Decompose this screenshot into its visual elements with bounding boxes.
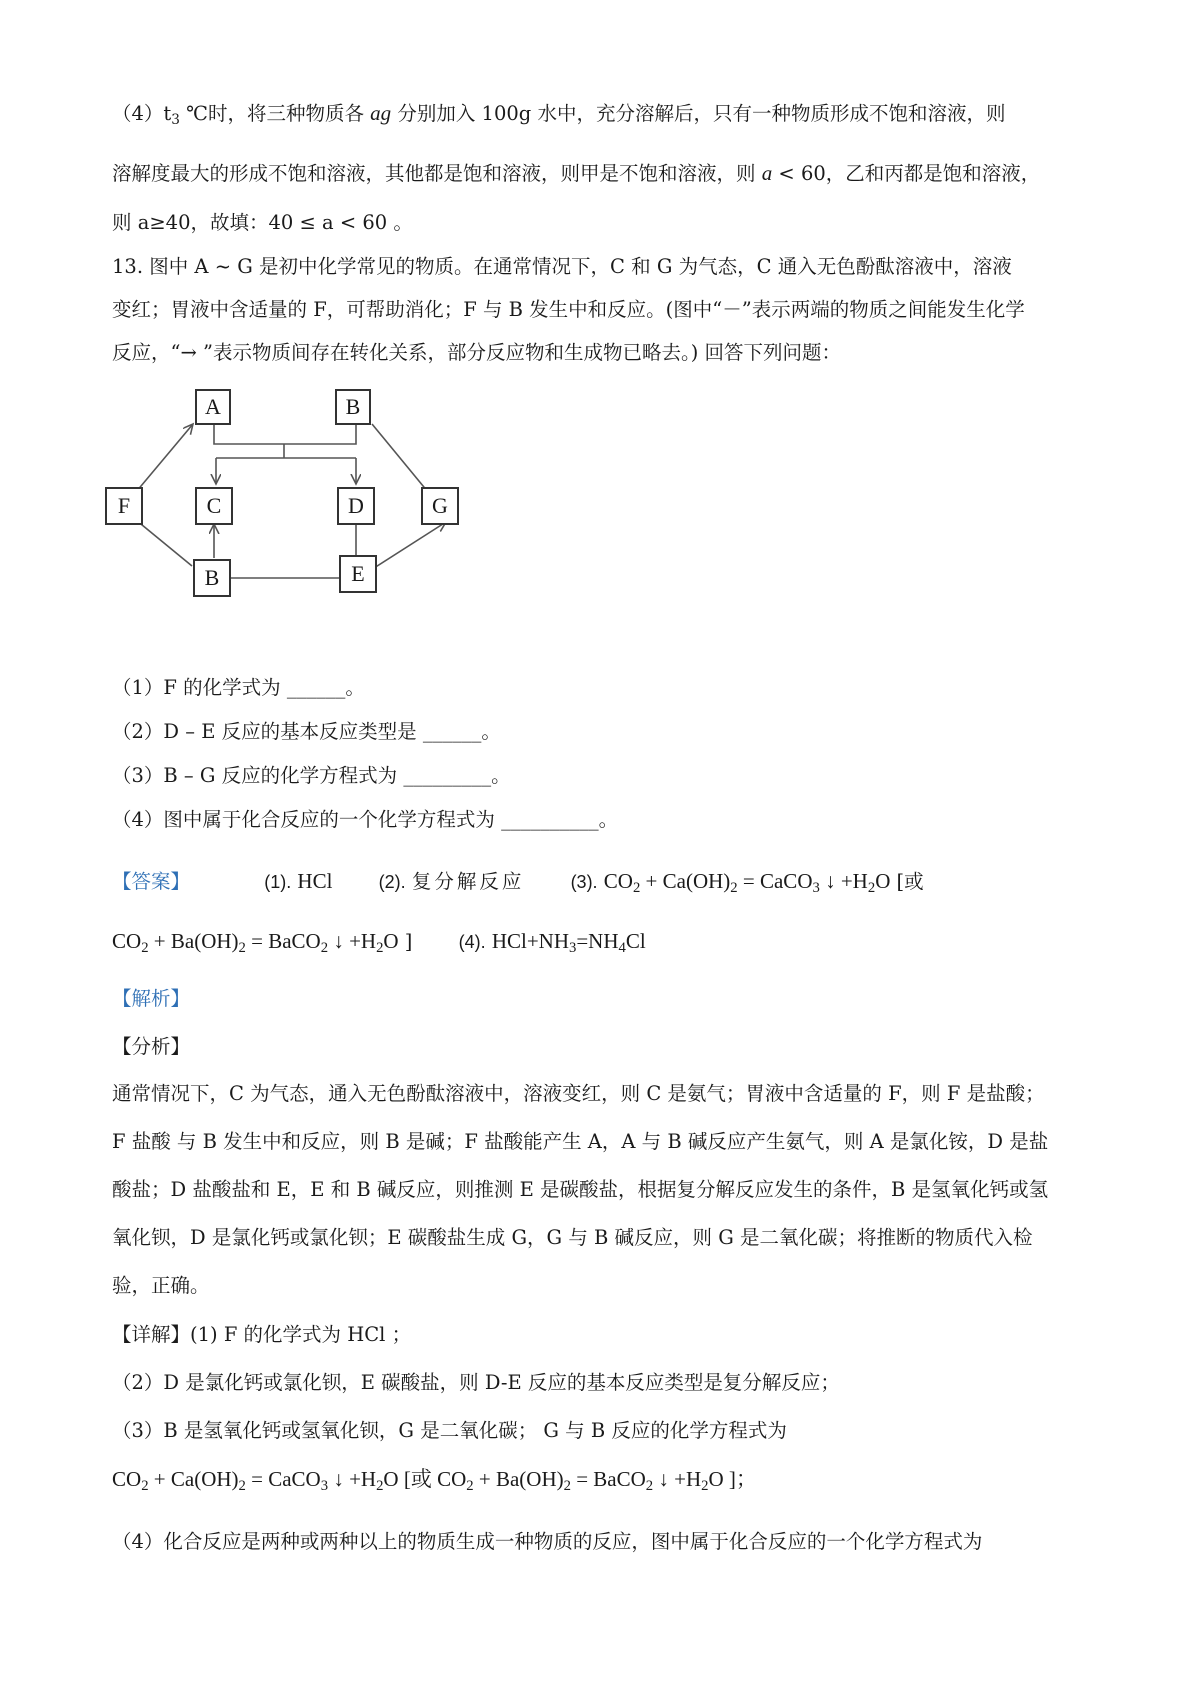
variable: a xyxy=(761,161,773,185)
q13-stem-line1: 13. 图中 A ~ G 是初中化学常见的物质。在通常情况下，C 和 G 为气态，C 通入无色酚酞溶液中，溶液 xyxy=(112,255,1012,278)
q13-sub-question-1: （1）F 的化学式为 ______。 xyxy=(112,676,365,699)
svg-text:A: A xyxy=(205,394,221,419)
edge-e-to-g xyxy=(374,522,446,568)
text: 溶解度最大的形成不饱和溶液，其他都是饱和溶液，则甲是不饱和溶液，则 xyxy=(112,162,762,185)
analysis-line: 通常情况下，C 为气态，通入无色酚酞溶液中，溶液变红，则 C 是氨气；胃液中含适量的 F，则 F 是盐酸； xyxy=(112,1082,1045,1105)
edge-a-b-to-c-d-bracket xyxy=(214,424,356,458)
svg-text:E: E xyxy=(351,561,365,586)
analysis-line: 氧化钡，D 是氯化钙或氯化钡；E 碳酸盐生成 G，G 与 B 碱反应，则 G 是二氧化碳；将推断的物质代入检 xyxy=(112,1226,1033,1249)
detail-equation-line xyxy=(112,1464,1102,1495)
q12-part4-line3: 则 a≥40，故填：40 ≤ a < 60 。 xyxy=(112,211,413,234)
jiexi-label: 【解析】 xyxy=(112,987,191,1010)
svg-text:D: D xyxy=(348,493,364,518)
answer-3-alt-equation: $CO_2 + Ba(OH)_2$ = BaCO$_2$ ↓ $+H_2O$ xyxy=(112,929,399,956)
reaction-relationship-diagram xyxy=(110,394,510,658)
analysis-line: 酸盐；D 盐酸盐和 E，E 和 B 碱反应，则推测 E 是碳酸盐，根据复分解反应发生的条件，B 是氢氧化钙或氢 xyxy=(112,1178,1049,1201)
analysis-line: F 盐酸 与 B 发生中和反应，则 B 是碱；F 盐酸能产生 A，A 与 B 碱反应产生氨气，则 A 是氯化铵，D 是盐 xyxy=(112,1130,1049,1153)
answer-1: HCl xyxy=(297,869,333,893)
answer-number: (2). xyxy=(378,872,406,892)
node-g xyxy=(422,488,458,524)
svg-text:G: G xyxy=(432,493,448,518)
answer-number: (3). xyxy=(570,872,598,892)
analysis-line: 验，正确。 xyxy=(112,1274,210,1297)
q13-sub-question-2: （2）D – E 反应的基本反应类型是 ______。 xyxy=(112,720,501,743)
q13-sub-question-3: （3）B – G 反应的化学方程式为 _________。 xyxy=(112,764,511,787)
text: ] xyxy=(398,930,413,953)
svg-text:B: B xyxy=(204,565,220,590)
answer-line1 xyxy=(112,866,1102,897)
svg-text:B: B xyxy=(345,394,361,419)
q12-part4-line2 xyxy=(112,158,1102,189)
text: < 60，乙和丙都是饱和溶液， xyxy=(772,162,1041,185)
detail-line1: 【详解】(1) F 的化学式为 HCl ； xyxy=(112,1323,412,1346)
svg-text:F: F xyxy=(117,493,131,518)
text: [或 xyxy=(890,870,924,893)
node-e xyxy=(340,556,376,592)
q13-sub-question-4: （4）图中属于化合反应的一个化学方程式为 __________。 xyxy=(112,808,619,831)
subscript: 3 xyxy=(171,112,180,128)
answer-number: (1). xyxy=(264,872,292,892)
text: 分别加入 100g 水中，充分溶解后，只有一种物质形成不饱和溶液，则 xyxy=(391,102,1006,125)
node-c xyxy=(196,488,232,524)
q12-part4-line1 xyxy=(112,98,1102,129)
answer-label: 【答案】 xyxy=(112,870,191,893)
node-b-top xyxy=(336,390,370,424)
edge-f-b xyxy=(136,520,192,566)
node-d xyxy=(338,488,374,524)
edge-b-g xyxy=(372,424,428,492)
edge-f-to-a xyxy=(136,424,193,492)
node-a xyxy=(196,390,230,424)
svg-text:C: C xyxy=(206,493,222,518)
text: （4）t xyxy=(112,102,172,125)
q13-stem-line3: 反应，“→ ”表示物质间存在转化关系，部分反应物和生成物已略去。) 回答下列问题： xyxy=(112,341,842,364)
node-f xyxy=(106,488,142,524)
variable: ag xyxy=(370,101,392,125)
q13-stem-line2: 变红；胃液中含适量的 F，可帮助消化；F 与 B 发生中和反应。(图中“－”表示两端的物质之间能发生化学 xyxy=(112,298,1025,321)
answer-3-equation: $CO_2 + Ca(OH)_2$ = CaCO$_3$ ↓ $+H_2O$ xyxy=(603,869,891,896)
detail-line2: （2）D 是氯化钙或氯化钡，E 碳酸盐，则 D-E 反应的基本反应类型是复分解反应； xyxy=(112,1371,840,1394)
answer-number: (4). xyxy=(458,932,486,952)
detail-equation: $CO_2 + Ca(OH)_2$ = CaCO$_3$ ↓ $+H_2O$ [或 $CO_2 + Ba(OH)_2$ = BaCO$_2$ ↓ $+H_2O$ ]； xyxy=(112,1467,757,1494)
text: ℃时，将三种物质各 xyxy=(179,102,371,125)
answer-4-equation: $HCl+NH_3=NH_4Cl$ xyxy=(491,929,646,956)
answer-line2 xyxy=(112,926,1102,957)
answer-2: 复分解反应 xyxy=(411,870,525,893)
node-b-bottom xyxy=(194,560,230,596)
detail-line5: （4）化合反应是两种或两种以上的物质生成一种物质的反应，图中属于化合反应的一个化学方程式为 xyxy=(112,1530,983,1553)
fenxi-label: 【分析】 xyxy=(112,1035,191,1058)
detail-line3: （3）B 是氢氧化钙或氢氧化钡，G 是二氧化碳； G 与 B 反应的化学方程式为 xyxy=(112,1419,787,1442)
